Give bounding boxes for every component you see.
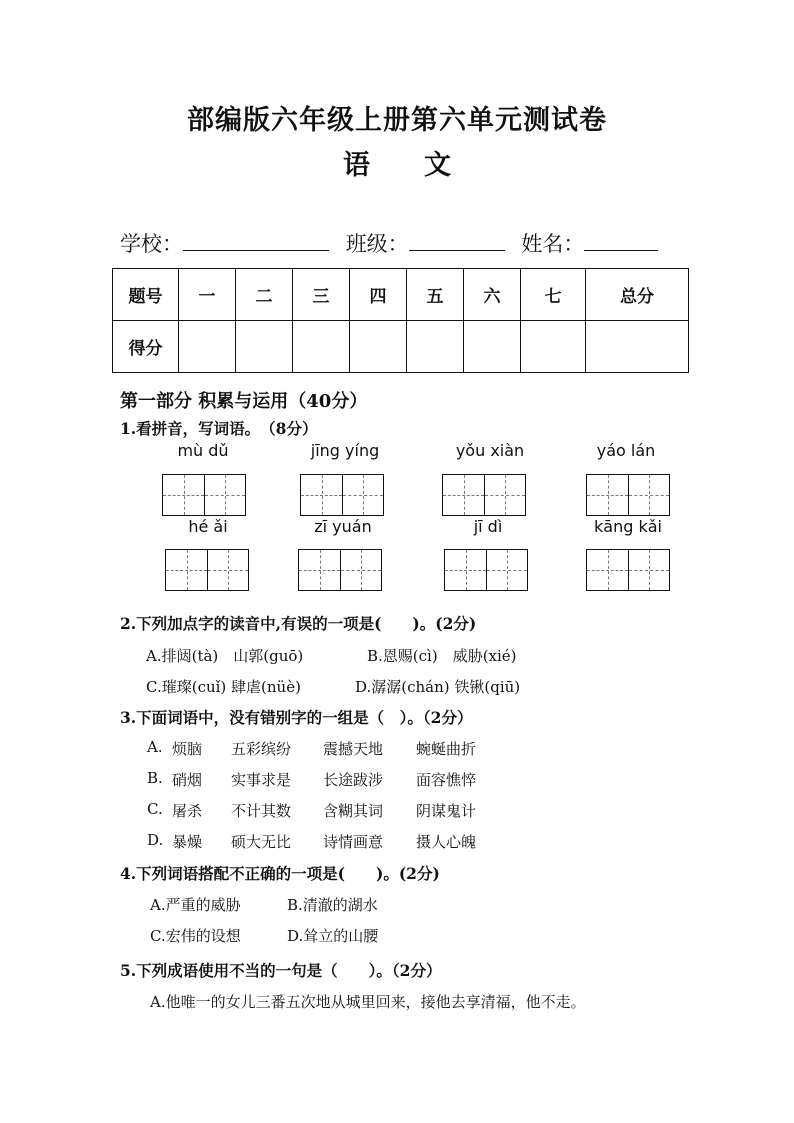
score-cell[interactable]	[521, 321, 586, 373]
q3-word: 蜿蜒曲折	[416, 740, 477, 758]
q3-word: 暴燥	[172, 833, 203, 851]
q3-option-a-letter[interactable]: A.	[147, 738, 163, 756]
score-table-score-row	[113, 321, 689, 373]
table-header-cell: 七	[521, 269, 586, 321]
q5-option-a[interactable]: A.他唯一的女儿三番五次地从城里回来，接他去享清福，他不走。	[150, 993, 586, 1011]
score-cell[interactable]	[407, 321, 464, 373]
q3-word: 硝烟	[172, 771, 203, 789]
writing-grid-box[interactable]	[298, 549, 382, 591]
table-header-cell: 一	[179, 269, 236, 321]
writing-grid-box[interactable]	[444, 549, 528, 591]
score-table-header-row	[113, 269, 689, 321]
writing-grid-box[interactable]	[586, 474, 670, 516]
q3-word: 烦脑	[172, 740, 203, 758]
table-header-cell: 五	[407, 269, 464, 321]
table-header-cell: 四	[350, 269, 407, 321]
q5-prompt: 5.下列成语使用不当的一句是（ ）。（2分）	[120, 961, 442, 980]
q3-word: 面容憔悴	[416, 771, 477, 789]
q1-prompt: 1.看拼音，写词语。 （8分）	[120, 419, 318, 438]
table-header-cell: 二	[236, 269, 293, 321]
name-label: 姓名：	[521, 232, 585, 256]
table-label-score: 得分	[113, 321, 179, 373]
q3-word: 不计其数	[231, 802, 292, 820]
q3-word: 硕大无比	[231, 833, 292, 851]
q3-word: 含糊其词	[323, 802, 384, 820]
class-field[interactable]	[409, 230, 505, 251]
q2-option-b[interactable]: B.恩赐(cì) 威胁(xié)	[367, 647, 517, 665]
q3-word: 阴谋鬼计	[416, 802, 477, 820]
q2-option-a[interactable]: A.排闼(tà) 山郭(guō)	[146, 647, 304, 665]
table-label-question-number: 题号	[113, 269, 179, 321]
q3-prompt: 3.下面词语中，没有错别字的一组是（ ）。（2分）	[120, 708, 473, 727]
q3-option-c-letter[interactable]: C.	[147, 800, 163, 818]
score-cell[interactable]	[236, 321, 293, 373]
writing-grid-box[interactable]	[162, 474, 246, 516]
writing-grid-box[interactable]	[165, 549, 249, 591]
score-cell[interactable]	[179, 321, 236, 373]
score-cell[interactable]	[293, 321, 350, 373]
q3-word: 长途跋涉	[323, 771, 384, 789]
writing-grid-box[interactable]	[442, 474, 526, 516]
q4-option-d[interactable]: D.耸立的山腰	[287, 927, 379, 945]
score-cell[interactable]	[350, 321, 407, 373]
q2-prompt: 2.下列加点字的读音中,有误的一项是( )。(2分)	[120, 614, 477, 633]
score-table	[112, 268, 689, 373]
pinyin-label: yáo lán	[596, 441, 656, 460]
q2-option-c[interactable]: C.璀璨(cuǐ) 肆虐(nüè)	[146, 678, 301, 696]
pinyin-label: mù dǔ	[177, 441, 229, 460]
pinyin-label: yǒu xiàn	[455, 441, 525, 460]
q3-word: 摄人心魄	[416, 833, 477, 851]
q3-word: 屠杀	[172, 802, 203, 820]
writing-grid-box[interactable]	[300, 474, 384, 516]
exam-title: 部编版六年级上册第六单元测试卷	[187, 105, 607, 136]
q2-option-d[interactable]: D.潺潺(chán) 铁锹(qiū)	[355, 678, 521, 696]
name-field[interactable]	[584, 230, 658, 251]
table-header-cell: 六	[464, 269, 521, 321]
school-field[interactable]	[183, 230, 329, 251]
pinyin-label: hé ǎi	[188, 517, 228, 536]
q3-option-d-letter[interactable]: D.	[147, 831, 164, 849]
pinyin-label: jī dì	[473, 517, 503, 536]
score-cell[interactable]	[464, 321, 521, 373]
part1-heading: 第一部分 积累与运用（40分）	[120, 391, 368, 412]
writing-grid-box[interactable]	[586, 549, 670, 591]
class-label: 班级：	[345, 232, 409, 256]
q4-option-c[interactable]: C.宏伟的设想	[150, 927, 241, 945]
q3-word: 诗情画意	[323, 833, 384, 851]
subject-title: 语 文	[343, 150, 451, 181]
q4-option-b[interactable]: B.清澈的湖水	[287, 896, 378, 914]
score-cell-total[interactable]	[586, 321, 689, 373]
table-header-cell-total: 总分	[586, 269, 689, 321]
table-header-cell: 三	[293, 269, 350, 321]
q3-word: 实事求是	[231, 771, 292, 789]
q3-option-b-letter[interactable]: B.	[147, 769, 163, 787]
q4-option-a[interactable]: A.严重的威胁	[150, 896, 241, 914]
q3-word: 震撼天地	[323, 740, 384, 758]
pinyin-label: kāng kǎi	[594, 517, 662, 536]
school-label: 学校：	[120, 232, 183, 256]
q4-prompt: 4.下列词语搭配不正确的一项是( )。(2分)	[120, 864, 440, 883]
pinyin-label: zī yuán	[314, 517, 372, 536]
pinyin-label: jīng yíng	[310, 441, 380, 460]
student-info-line	[120, 228, 658, 258]
q3-word: 五彩缤纷	[231, 740, 292, 758]
